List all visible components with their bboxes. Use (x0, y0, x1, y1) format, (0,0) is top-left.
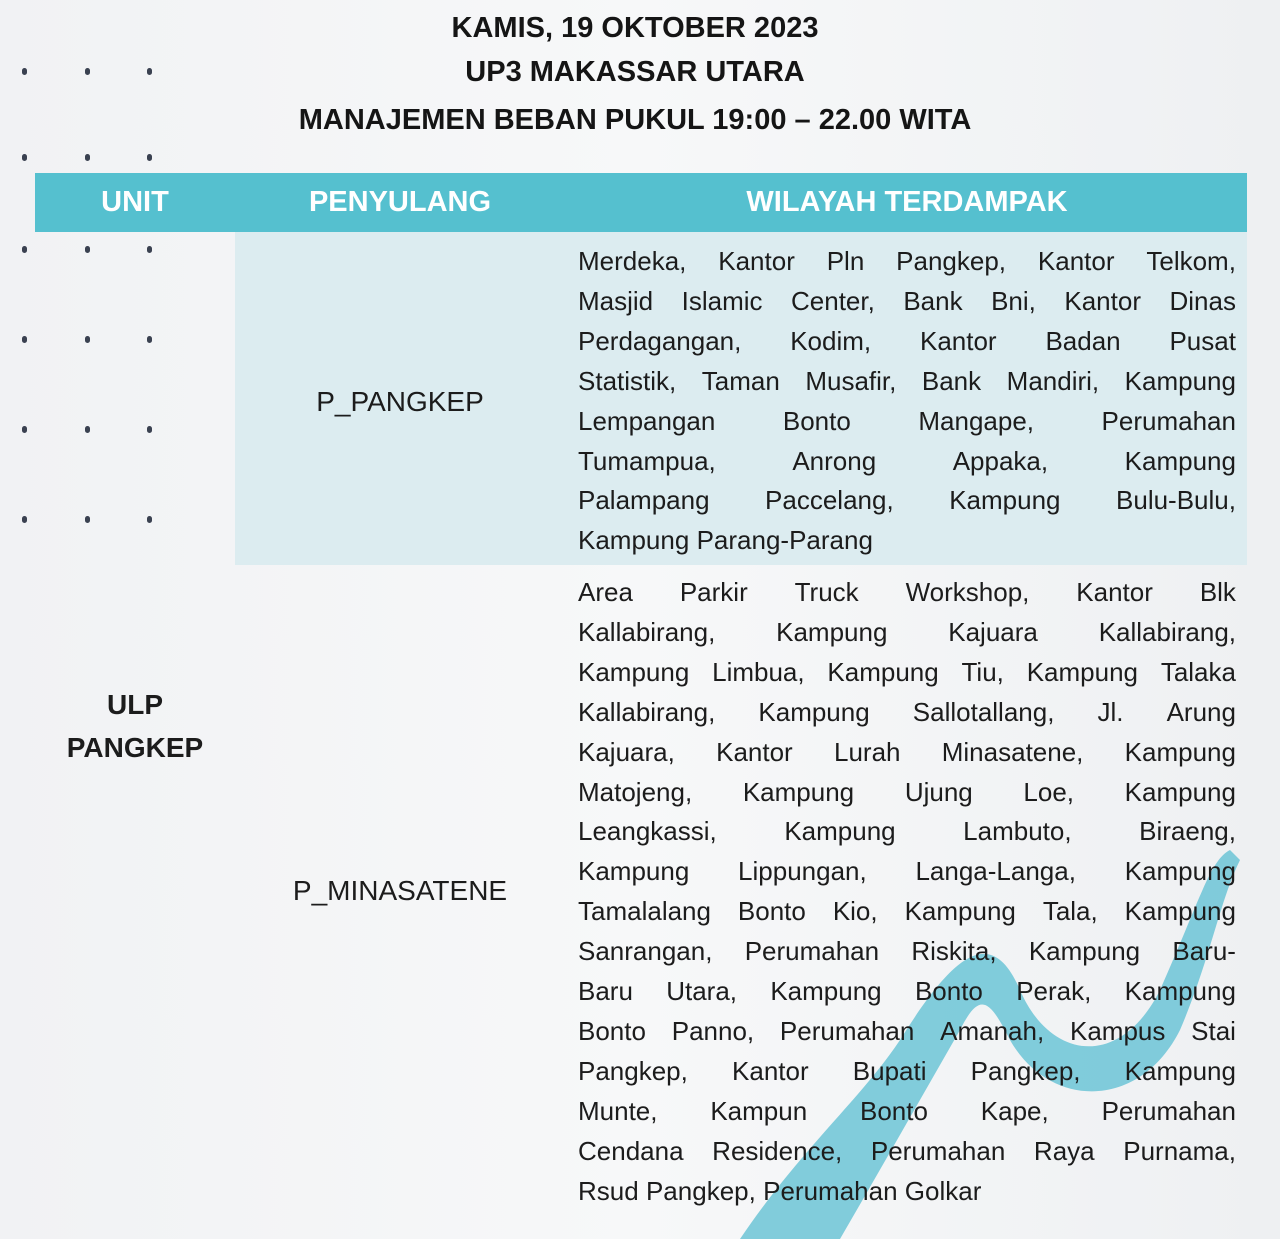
decorative-dots (22, 426, 152, 433)
wilayah-line: Lempangan Bonto Mangape, Perumahan (578, 405, 1236, 436)
column-header-unit: UNIT (101, 186, 169, 218)
wilayah-line: Perdagangan, Kodim, Kantor Badan Pusat (578, 325, 1236, 356)
wilayah-line: Bonto Panno, Perumahan Amanah, Kampus Stai (578, 1015, 1236, 1046)
unit-title: UP3 MAKASSAR UTARA (465, 56, 805, 88)
wilayah-line: Tumampua, Anrong Appaka, Kampung (578, 445, 1236, 476)
unit-line: PANGKEP (66, 732, 204, 763)
wilayah-line: Kallabirang, Kampung Kajuara Kallabirang, (578, 616, 1236, 647)
column-header-wilayah: WILAYAH TERDAMPAK (746, 186, 1068, 218)
schedule-title: MANAJEMEN BEBAN PUKUL 19:00 – 22.00 WITA (298, 104, 972, 136)
wilayah-line: Kampung Limbua, Kampung Tiu, Kampung Talaka (578, 656, 1236, 687)
decorative-dots (22, 246, 152, 253)
wilayah-cell (578, 242, 1236, 561)
unit-cell (67, 683, 203, 769)
wilayah-line: Tamalalang Bonto Kio, Kampung Tala, Kampung (578, 896, 1236, 927)
wilayah-line: Masjid Islamic Center, Bank Bni, Kantor Dinas (578, 285, 1236, 316)
wilayah-line: Kallabirang, Kampung Sallotallang, Jl. Arung (578, 696, 1236, 727)
wilayah-cell (578, 573, 1236, 1212)
decorative-dots (22, 516, 152, 523)
wilayah-line: Rsud Pangkep, Perumahan Golkar (578, 1175, 982, 1206)
decorative-dots (22, 336, 152, 343)
wilayah-line: Matojeng, Kampung Ujung Loe, Kampung (578, 776, 1236, 807)
table-header (35, 173, 1247, 232)
penyulang-cell: P_MINASATENE (292, 875, 508, 906)
wilayah-line: Sanrangan, Perumahan Riskita, Kampung Baru- (578, 936, 1236, 967)
wilayah-line: Merdeka, Kantor Pln Pangkep, Kantor Telkom, (578, 246, 1236, 276)
wilayah-line: Baru Utara, Kampung Bonto Perak, Kampung (578, 976, 1236, 1007)
wilayah-line: Palampang Paccelang, Kampung Bulu-Bulu, (578, 485, 1236, 516)
wilayah-line: Pangkep, Kantor Bupati Pangkep, Kampung (578, 1055, 1236, 1086)
wilayah-line: Kampung Parang-Parang (578, 525, 873, 556)
wilayah-line: Munte, Kampun Bonto Kape, Perumahan (578, 1095, 1236, 1126)
wilayah-line: Kampung Lippungan, Langa-Langa, Kampung (578, 856, 1236, 887)
wilayah-line: Kajuara, Kantor Lurah Minasatene, Kampung (578, 736, 1236, 767)
wilayah-line: Statistik, Taman Musafir, Bank Mandiri, Kampung (578, 365, 1236, 396)
wilayah-line: Leangkassi, Kampung Lambuto, Biraeng, (578, 816, 1236, 847)
wilayah-line: Area Parkir Truck Workshop, Kantor Blk (578, 577, 1236, 607)
date-title: KAMIS, 19 OKTOBER 2023 (451, 12, 819, 44)
unit-line: ULP (106, 689, 163, 720)
wilayah-line: Cendana Residence, Perumahan Raya Purnama, (578, 1135, 1236, 1166)
decorative-dots (22, 68, 152, 75)
column-header-penyulang: PENYULANG (308, 186, 492, 218)
decorative-dots (22, 154, 152, 161)
penyulang-cell: P_PANGKEP (316, 386, 484, 417)
